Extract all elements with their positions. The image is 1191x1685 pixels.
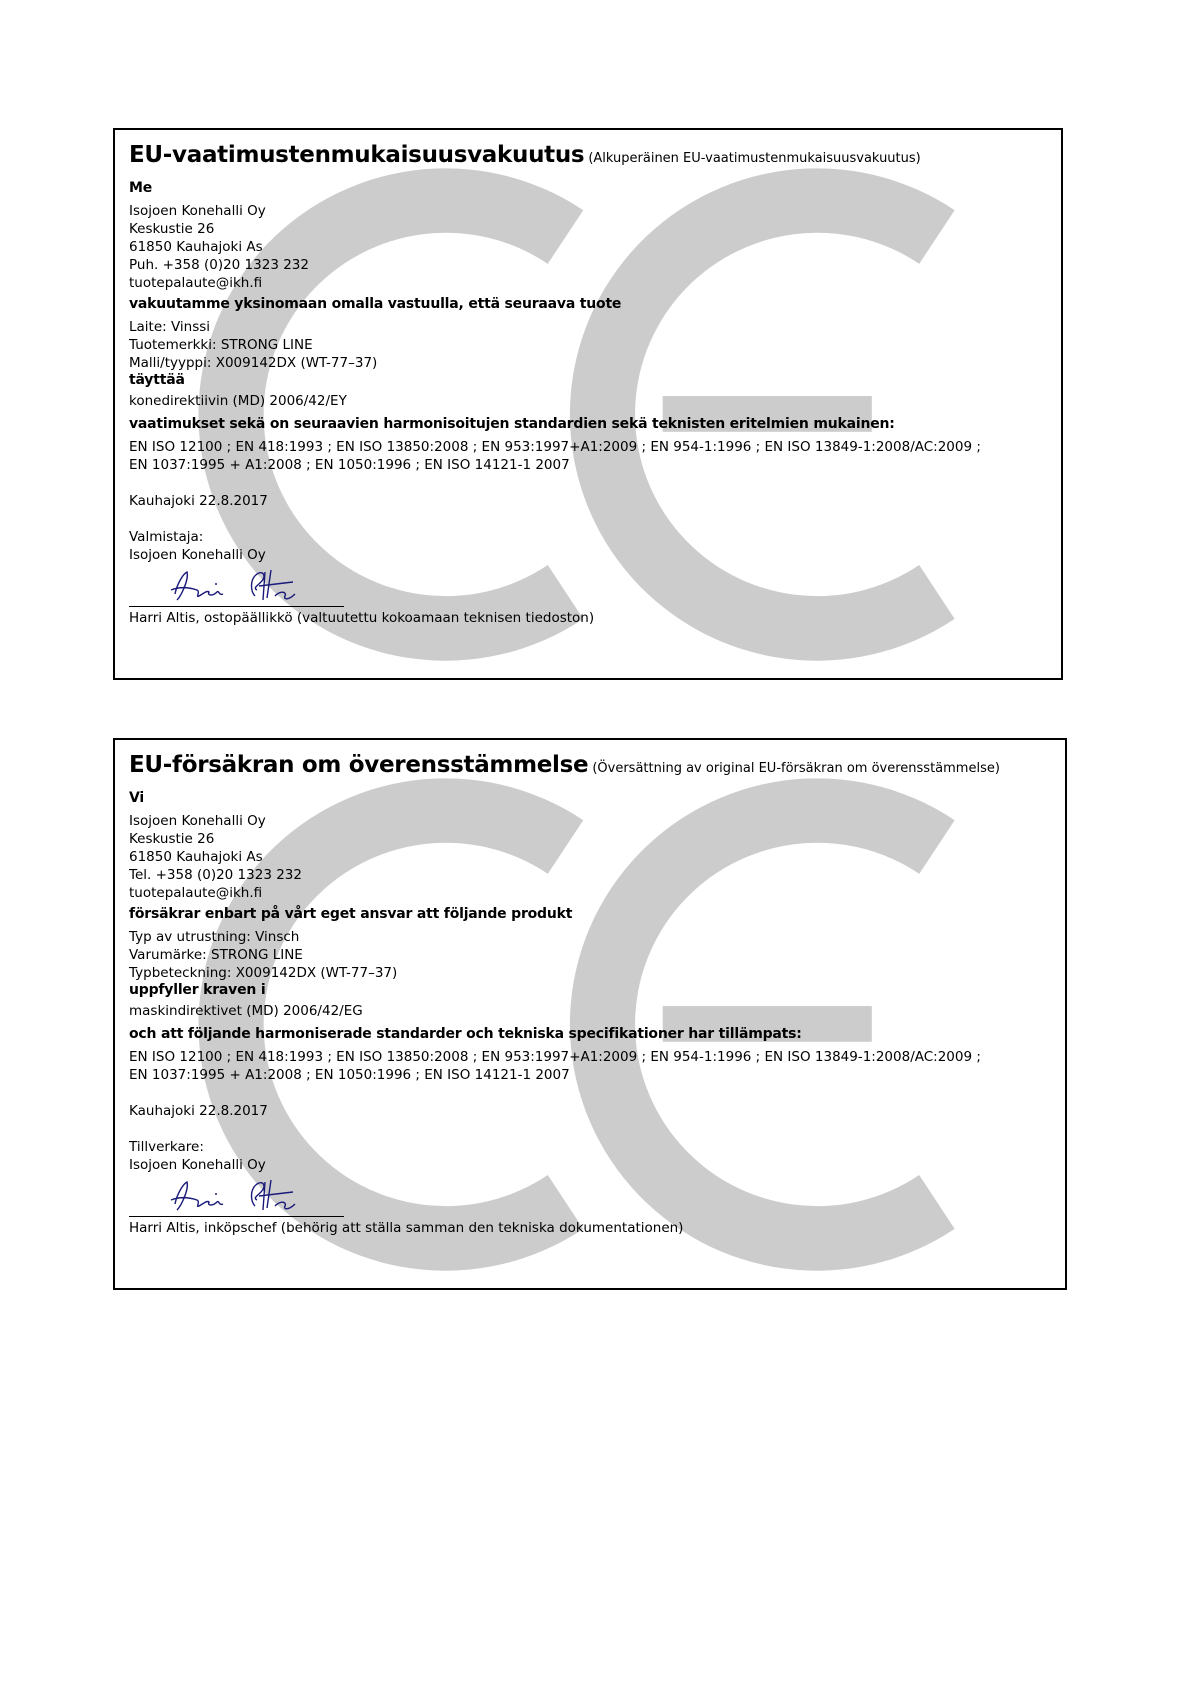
declaration-title: EU-försäkran om överensstämmelse xyxy=(129,752,589,778)
standards-line: EN 1037:1995 + A1:2008 ; EN 1050:1996 ; EN ISO 14121-1 2007 xyxy=(129,457,570,473)
product-block xyxy=(129,928,1051,982)
product-line: Tuotemerkki: STRONG LINE xyxy=(129,337,313,353)
signature-area xyxy=(129,1176,1051,1216)
title-line xyxy=(129,142,1047,168)
declaration-subtitle: (Översättning av original EU-försäkran om överensstämmelse) xyxy=(592,761,1000,776)
standards-block xyxy=(129,1048,1051,1084)
handwritten-signature xyxy=(157,566,307,606)
place-date: Kauhajoki 22.8.2017 xyxy=(129,493,268,509)
we-label: Vi xyxy=(129,790,144,806)
email-line: tuotepalaute@ikh.fi xyxy=(129,885,263,901)
fulfils-label: uppfyller kraven i xyxy=(129,982,266,998)
signature-line xyxy=(129,1216,344,1217)
declaration-swedish xyxy=(113,738,1067,1290)
product-line: Typ av utrustning: Vinsch xyxy=(129,929,300,945)
standards-line: EN 1037:1995 + A1:2008 ; EN 1050:1996 ; EN ISO 14121-1 2007 xyxy=(129,1067,570,1083)
address-line: Isojoen Konehalli Oy xyxy=(129,813,266,829)
place-date: Kauhajoki 22.8.2017 xyxy=(129,1103,268,1119)
signature-area xyxy=(129,566,1047,606)
requirements-label: och att följande harmoniserade standarder och tekniska specifikationer har tillämpats: xyxy=(129,1026,802,1042)
address-block xyxy=(129,202,1047,292)
address-line: Keskustie 26 xyxy=(129,831,215,847)
title-line xyxy=(129,752,1051,778)
manufacturer-name: Isojoen Konehalli Oy xyxy=(129,1157,266,1173)
standards-block xyxy=(129,438,1047,474)
phone-line: Puh. +358 (0)20 1323 232 xyxy=(129,257,309,273)
address-line: 61850 Kauhajoki As xyxy=(129,849,263,865)
declaration-statement: försäkrar enbart på vårt eget ansvar att följande produkt xyxy=(129,906,573,922)
declaration-statement: vakuutamme yksinomaan omalla vastuulla, että seuraava tuote xyxy=(129,296,622,312)
standards-line: EN ISO 12100 ; EN 418:1993 ; EN ISO 13850:2008 ; EN 953:1997+A1:2009 ; EN 954-1:1996 ; EN ISO 13849-1:2008/AC:2009 ; xyxy=(129,1049,981,1065)
address-line: Isojoen Konehalli Oy xyxy=(129,203,266,219)
we-label: Me xyxy=(129,180,153,196)
manufacturer-block xyxy=(129,528,1047,564)
manufacturer-name: Isojoen Konehalli Oy xyxy=(129,547,266,563)
directive: konedirektiivin (MD) 2006/42/EY xyxy=(129,393,347,409)
product-line: Laite: Vinssi xyxy=(129,319,211,335)
phone-line: Tel. +358 (0)20 1323 232 xyxy=(129,867,302,883)
declaration-subtitle: (Alkuperäinen EU-vaatimustenmukaisuusvakuutus) xyxy=(588,151,921,166)
manufacturer-block xyxy=(129,1138,1051,1174)
product-block xyxy=(129,318,1047,372)
product-line: Varumärke: STRONG LINE xyxy=(129,947,303,963)
product-line: Typbeteckning: X009142DX (WT-77–37) xyxy=(129,965,398,981)
signer: Harri Altis, ostopäällikkö (valtuutettu kokoamaan teknisen tiedoston) xyxy=(129,610,595,626)
manufacturer-label: Valmistaja: xyxy=(129,529,204,545)
address-line: Keskustie 26 xyxy=(129,221,215,237)
fulfils-label: täyttää xyxy=(129,372,185,388)
signer: Harri Altis, inköpschef (behörig att ställa samman den tekniska dokumentationen) xyxy=(129,1220,684,1236)
address-line: 61850 Kauhajoki As xyxy=(129,239,263,255)
declaration-title: EU-vaatimustenmukaisuusvakuutus xyxy=(129,142,585,168)
manufacturer-label: Tillverkare: xyxy=(129,1139,204,1155)
standards-line: EN ISO 12100 ; EN 418:1993 ; EN ISO 13850:2008 ; EN 953:1997+A1:2009 ; EN 954-1:1996 ; EN ISO 13849-1:2008/AC:2009 ; xyxy=(129,439,981,455)
declaration-finnish xyxy=(113,128,1063,680)
address-block xyxy=(129,812,1051,902)
handwritten-signature xyxy=(157,1176,307,1216)
product-line: Malli/tyyppi: X009142DX (WT-77–37) xyxy=(129,355,378,371)
directive: maskindirektivet (MD) 2006/42/EG xyxy=(129,1003,363,1019)
requirements-label: vaatimukset sekä on seuraavien harmonisoitujen standardien sekä teknisten eritelmien mukainen: xyxy=(129,416,895,432)
signature-line xyxy=(129,606,344,607)
email-line: tuotepalaute@ikh.fi xyxy=(129,275,263,291)
